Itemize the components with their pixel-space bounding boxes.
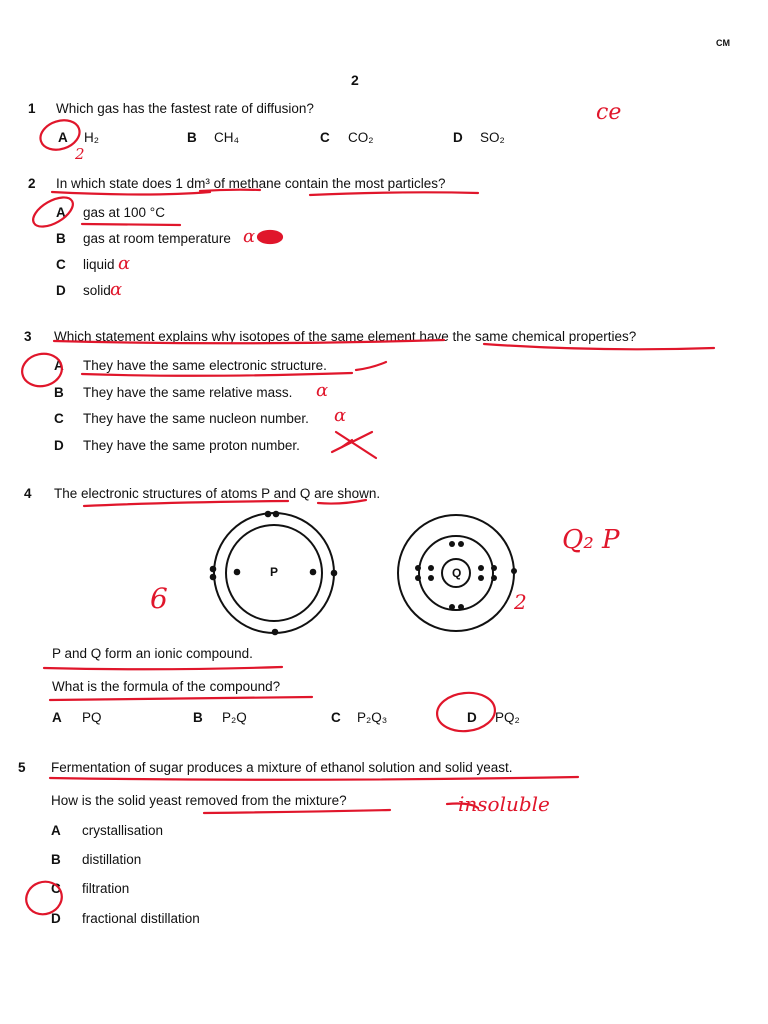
alpha-mark-q3c: α bbox=[334, 405, 347, 426]
atom-p-label: P bbox=[270, 565, 279, 579]
option-letter-b: B bbox=[56, 231, 66, 246]
option-letter-b: B bbox=[51, 852, 61, 867]
sub-question: What is the formula of the compound? bbox=[52, 679, 281, 694]
question-stem: Which gas has the fastest rate of diffusion? bbox=[56, 101, 314, 116]
q4-formula-handwritten-note: Q₂ P bbox=[562, 525, 620, 555]
option-text-c: P₂Q₃ bbox=[357, 710, 388, 725]
option-text-b: distillation bbox=[82, 852, 142, 867]
option-text-c: CO₂ bbox=[348, 130, 374, 145]
option-text-d: solid bbox=[83, 283, 111, 298]
option-letter-c: C bbox=[56, 257, 66, 272]
option-letter-c: C bbox=[320, 130, 330, 145]
option-letter-a: A bbox=[54, 358, 64, 373]
option-letter-a: A bbox=[52, 710, 62, 725]
question-number: 1 bbox=[28, 101, 36, 116]
question-stem: Which statement explains why isotopes of the same element have the same chemical properties? bbox=[54, 329, 637, 344]
atom-q-label: Q bbox=[452, 566, 462, 580]
option-text-a: H₂ bbox=[84, 130, 99, 145]
alpha-mark-q2d: α bbox=[110, 279, 123, 300]
option-letter-b: B bbox=[187, 130, 197, 145]
option-letter-b: B bbox=[193, 710, 203, 725]
option-text-b: CH₄ bbox=[214, 130, 240, 145]
alpha-mark-q2c: α bbox=[118, 253, 131, 274]
question-stem: In which state does 1 dm³ of methane contain the most particles? bbox=[56, 176, 446, 191]
option-letter-d: D bbox=[453, 130, 463, 145]
question-stem: The electronic structures of atoms P and Q are shown. bbox=[54, 486, 381, 501]
option-text-d: PQ₂ bbox=[495, 710, 520, 725]
option-text-d: They have the same proton number. bbox=[83, 438, 300, 453]
q4-q-handwritten-note: 2 bbox=[514, 590, 527, 614]
q1-handwritten-note: 2 bbox=[75, 145, 85, 163]
option-letter-c: C bbox=[51, 881, 61, 896]
option-text-c: They have the same nucleon number. bbox=[83, 411, 309, 426]
option-letter-d: D bbox=[467, 710, 477, 725]
q5-handwritten-note: insoluble bbox=[458, 792, 550, 816]
option-text-b: P₂Q bbox=[222, 710, 247, 725]
option-text-b: gas at room temperature bbox=[83, 231, 231, 246]
option-text-a: crystallisation bbox=[82, 823, 164, 838]
question-number: 4 bbox=[24, 486, 32, 501]
option-letter-d: D bbox=[51, 911, 61, 926]
alpha-mark-q3b: α bbox=[316, 380, 329, 401]
top-right-handwritten-note: ce bbox=[596, 100, 622, 125]
sub-question: How is the solid yeast removed from the mixture? bbox=[51, 793, 347, 808]
q4-p-handwritten-note: 6 bbox=[150, 582, 168, 615]
option-text-c: liquid bbox=[83, 257, 115, 272]
question-number: 3 bbox=[24, 329, 32, 344]
question-stem: Fermentation of sugar produces a mixture of ethanol solution and solid yeast. bbox=[51, 760, 513, 775]
option-letter-c: C bbox=[54, 411, 64, 426]
option-text-d: fractional distillation bbox=[82, 911, 200, 926]
option-letter-a: A bbox=[51, 823, 61, 838]
option-letter-d: D bbox=[54, 438, 64, 453]
option-text-b: They have the same relative mass. bbox=[83, 385, 293, 400]
option-text-a: gas at 100 °C bbox=[83, 205, 165, 220]
option-letter-d: D bbox=[56, 283, 66, 298]
option-text-c: filtration bbox=[82, 881, 130, 896]
option-text-a: PQ bbox=[82, 710, 102, 725]
option-letter-b: B bbox=[54, 385, 64, 400]
question-number: 2 bbox=[28, 176, 36, 191]
option-text-d: SO₂ bbox=[480, 130, 505, 145]
question-number: 5 bbox=[18, 760, 26, 775]
question-statement: P and Q form an ionic compound. bbox=[52, 646, 253, 661]
option-letter-a: A bbox=[58, 130, 68, 145]
option-text-a: They have the same electronic structure. bbox=[83, 358, 327, 373]
page-number: 2 bbox=[351, 72, 359, 88]
corner-mark: CM bbox=[716, 38, 730, 48]
alpha-mark-q2b: α bbox=[243, 226, 256, 247]
option-letter-a: A bbox=[56, 205, 66, 220]
option-letter-c: C bbox=[331, 710, 341, 725]
